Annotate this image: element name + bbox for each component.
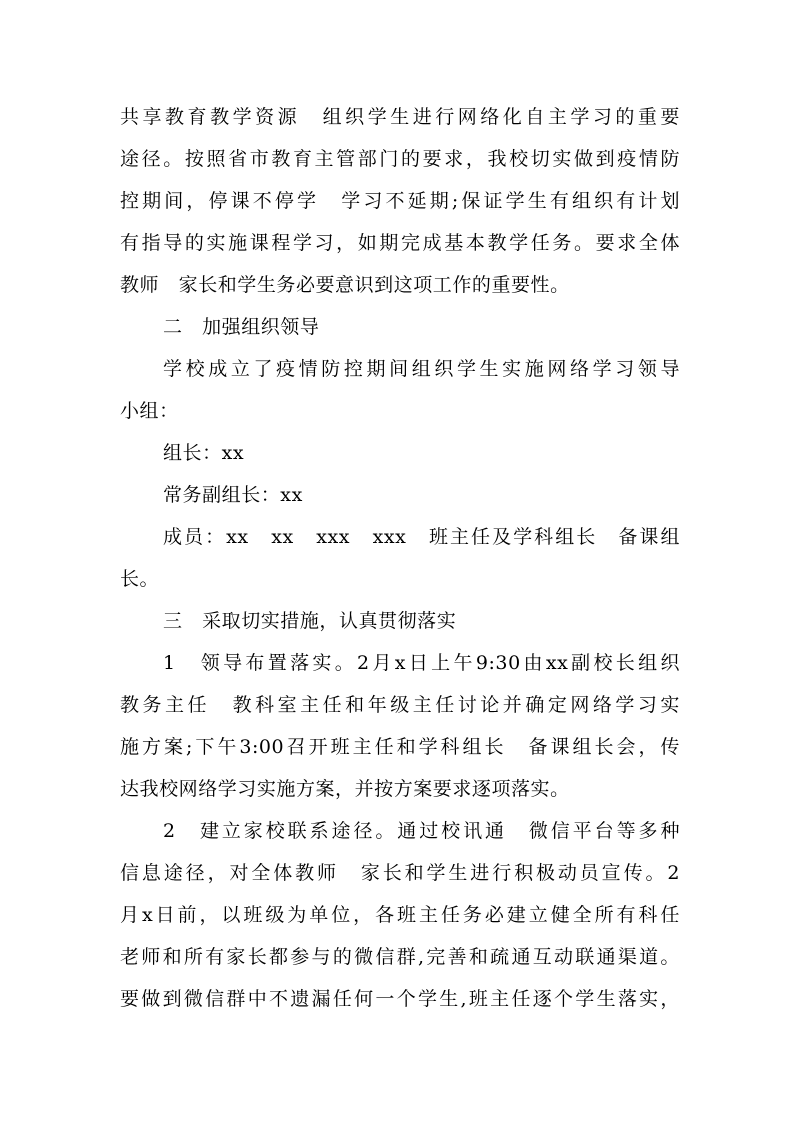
- item-2-line-2: 信息途径，对全体教师 家长和学生进行积极动员宣传。2: [120, 862, 680, 884]
- item-2-line-4: 老师和所有家长都参与的微信群,完善和疏通互动联通渠道。: [120, 946, 680, 968]
- text-line-4: 有指导的实施课程学习，如期完成基本教学任务。要求全体: [120, 232, 680, 254]
- section-heading-2: 二 加强组织领导: [163, 316, 320, 338]
- item-1-line-1: 1 领导布置落实。2月x日上午9:30由xx副校长组织: [163, 652, 680, 674]
- section-heading-3: 三 采取切实措施，认真贯彻落实: [163, 610, 457, 632]
- text-line-12: 长。: [120, 568, 160, 590]
- text-line-2: 途径。按照省市教育主管部门的要求，我校切实做到疫情防: [120, 148, 680, 170]
- item-1-line-4: 达我校网络学习实施方案，并按方案要求逐项落实。: [120, 778, 570, 800]
- text-line-8: 小组：: [120, 400, 179, 422]
- deputy-leader-line: 常务副组长：xx: [163, 484, 303, 506]
- text-line-3: 控期间，停课不停学 学习不延期;保证学生有组织有计划: [120, 190, 680, 212]
- item-2-line-5: 要做到微信群中不遗漏任何一个学生,班主任逐个学生落实，: [120, 988, 680, 1010]
- item-2-line-3: 月x日前，以班级为单位，各班主任务必建立健全所有科任: [120, 904, 680, 926]
- text-line-1: 共享教育教学资源 组织学生进行网络化自主学习的重要: [120, 106, 680, 128]
- text-line-7: 学校成立了疫情防控期间组织学生实施网络学习领导: [163, 358, 680, 380]
- item-2-line-1: 2 建立家校联系途径。通过校讯通 微信平台等多种: [163, 820, 680, 842]
- group-leader-line: 组长：xx: [163, 442, 245, 464]
- item-1-line-2: 教务主任 教科室主任和年级主任讨论并确定网络学习实: [120, 694, 680, 716]
- text-line-5: 教师 家长和学生务必要意识到这项工作的重要性。: [120, 274, 570, 296]
- item-1-line-3: 施方案;下午3:00召开班主任和学科组长 备课组长会，传: [120, 736, 680, 758]
- members-line: 成员：xx xx xxx xxx 班主任及学科组长 备课组: [163, 526, 680, 548]
